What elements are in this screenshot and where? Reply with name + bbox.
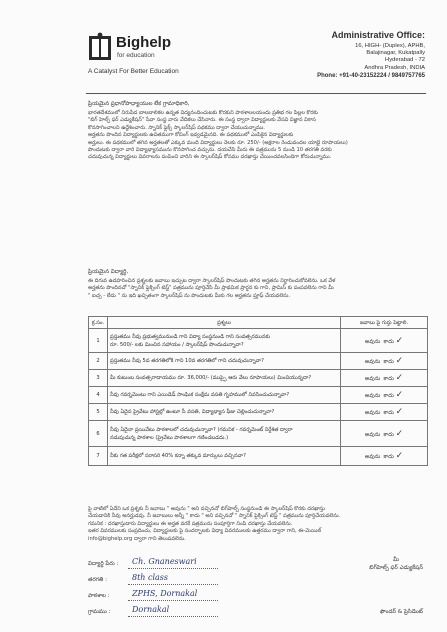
answer-no[interactable]: కాదు [383, 393, 394, 399]
question-line: నీవు ఏదైనా ప్రయివేటు పాఠశాలలో చదువుచున్నావా? (గమనిక - గవర్నమెంట్ నిర్దేశిత ద్వారా [110, 426, 293, 433]
intro-line: అర్హతను పొందిన విద్యార్థులకు ఉచితముగా కోచింగ్ ఇవ్వడమైనది. ఈ పథకములో ఎంపికైన విద్యార్థులకు [88, 132, 294, 139]
instruction-line: అర్హతను పొందినచో "స్నానిక్ ఫ్లెక్సింగ్ టెస్ట్" పత్రమును పూర్తిచేసి మీ ప్రాథమిక ప్రార్థన కు గాని, ప్రామిస్ కు పంపవలెను గాని మీ [88, 285, 334, 292]
answer-yes[interactable]: అవును [364, 338, 381, 345]
office-title: Administrative Office: [331, 30, 425, 40]
school-value: ZPHS, Dornakal [132, 589, 198, 598]
checkmark-icon: ✓ [395, 373, 404, 383]
question-line: నడుపుచున్న పాఠశాల (ప్రైవేటు పాఠశాలగా గణించబడదు.) [110, 434, 229, 441]
header-serial: క్ర.సం. [89, 317, 108, 329]
office-phone: Phone: +91-40-23152224 / 9849757765 [317, 72, 425, 79]
row-number: 7 [89, 447, 108, 466]
table-row [89, 387, 428, 404]
question-line: ప్రస్తుతము నీవు 5వ తరగతిలోకి గాని 10వ తరగతిలో గాని చదువుచున్నావా? [110, 358, 264, 364]
answer-cell [341, 353, 428, 370]
row-question [108, 447, 341, 466]
question-line: నీవు ఏదైన ప్రైవేటు హాస్టల్లో ఉంటూ సీ వసతి, విద్యాభ్యాస ఫీజు చెల్లించుచున్నావా? [110, 409, 275, 415]
salutation-student: ప్రియమైన విద్యార్థి, [88, 269, 129, 275]
question-line: ప్రస్తుతము నీవు ప్రభుత్వమునుండి గాని విద్యా సంస్థనుండి గాని సంవత్సరమునకు [110, 333, 271, 340]
answer-no[interactable]: కాదు [383, 454, 394, 460]
header-divider [86, 93, 426, 94]
answer-cell [341, 387, 428, 404]
intro-paragraph [88, 110, 426, 162]
answer-yes[interactable]: అవును [364, 431, 381, 438]
salutation-headmaster: ప్రియమైన ప్రధానోపాధ్యాయుల లేక గ్రామాధికారి, [88, 101, 190, 107]
table-row [89, 404, 428, 421]
answer-cell [341, 447, 428, 466]
footer-line: గమనిక : దరఖాస్తుదారు విద్యార్థులు ఈ అర్హత వరకే పత్రమును సంపూర్తిగా నింపి దరఖాస్తు చేయవలెను. [88, 520, 293, 527]
row-question [108, 353, 341, 370]
row-number: 2 [89, 353, 108, 370]
row-number: 5 [89, 404, 108, 421]
village-label: గ్రామము : [88, 609, 111, 615]
office-address [225, 30, 425, 80]
answer-yes[interactable]: అవును [364, 410, 381, 416]
checkmark-icon: ✓ [395, 451, 404, 461]
table-header-row [89, 317, 428, 329]
answer-no[interactable]: కాదు [383, 359, 394, 365]
office-line: Andhra Pradesh, INDIA [364, 64, 425, 71]
row-number: 6 [89, 421, 108, 447]
row-question [108, 370, 341, 387]
header-questions: ప్రశ్నలు [108, 317, 341, 329]
school-label: పాఠశాల : [88, 593, 110, 599]
row-number: 3 [89, 370, 108, 387]
checkmark-icon: ✓ [395, 356, 404, 366]
intro-line: కొనసాగించాలని ఉద్దేశించారు. స్నానిక్ ఫ్లెక్స్ స్కాలర్‌షిప్ పథకము ద్వారా చేయుచున్నాము. [88, 124, 265, 131]
intro-line: చదువుచున్న విద్యార్థులు వివరాలను పంపించి వారిని ఈ స్కాలర్‌షిప్ కోసము దరఖాస్తు చేయించవలసిందిగా కోరుచున్నాము. [88, 154, 332, 161]
footer-line: info@bighelp.org ద్వారా గాని తెలుపవలెను. [88, 535, 186, 542]
office-line: Hyderabad - 72 [385, 57, 425, 64]
answer-yes[interactable]: అవును [364, 376, 381, 382]
checkmark-icon: ✓ [395, 407, 404, 417]
tagline: A Catalyst For Better Education [88, 68, 179, 75]
checkmark-icon: ✓ [395, 335, 404, 346]
signature-line: మీ [393, 557, 400, 563]
table-row [89, 329, 428, 353]
eligibility-table [88, 316, 428, 466]
answer-no[interactable]: కాదు [383, 338, 394, 345]
table-row [89, 421, 428, 447]
answer-cell [341, 370, 428, 387]
signature-title: ఫౌండర్ & ప్రెసిడెంట్ [380, 609, 423, 615]
answer-no[interactable]: కాదు [383, 431, 394, 438]
checkmark-icon: ✓ [395, 428, 404, 439]
answer-cell [341, 329, 428, 353]
answer-cell [341, 421, 428, 447]
student-name-label: విద్యార్థి పేరు : [88, 561, 119, 567]
footer-paragraph [88, 506, 426, 543]
row-number: 1 [89, 329, 108, 353]
answer-yes[interactable]: అవును [364, 393, 381, 399]
row-question [108, 421, 341, 447]
table-row [89, 447, 428, 466]
question-line: రూ. 500/- లకు మించిన సహాయం / స్కాలర్‌షిప్ పొందుచున్నావా? [110, 341, 244, 348]
checkmark-icon: ✓ [395, 390, 404, 400]
brand-sub: for education [117, 52, 155, 59]
intro-line: పొందుటకు ద్వారా వారి విద్యాభ్యాసమును కొనసాగించ వచ్చును. దయచేసి మీరు ఈ పత్రమును 5 నుండి 10 తరగతి వరకు [88, 147, 332, 154]
class-label: తరగతి : [88, 577, 107, 583]
footer-line: పై వాటిలో ఏదేని ఒక ప్రశ్నకు నీ జవాబు " అవును " అని వచ్చినచో బిగ్‌హెల్ప్ సంస్థనుండి ఈ స్కాలర్‌షిప్ కొరకు దరఖాస్తు [88, 506, 325, 512]
village-value: Dornakal [132, 605, 170, 614]
class-value: 8th class [132, 573, 169, 582]
intro-line: "బిగ్ హెల్ప్ ఫర్ ఎడ్యుకేషన్" సేవా సంస్థ వారు వేదికలు చేసినారు. ఈ సంస్థ ద్వారా విద్యార్థులకు వేసవి విజ్ఞాన వికాస [88, 117, 316, 124]
signature-line: బిగ్‌హెల్ప్ ఫర్ ఎడ్యుకేషన్ [369, 565, 423, 571]
student-name-value: Ch. Gnaneswari [132, 557, 197, 566]
office-line: Balajinagar, Kukatpally [366, 50, 425, 57]
footer-line: ఇతర వివరములకు సంప్రదించు, విద్యార్థులకు పై సందర్భాలకు విధ్యా వివరములకు ఉత్తరము ద్వారా గాని, ఈ-మెయిల్ [88, 528, 322, 535]
table-row [89, 370, 428, 387]
intro-line: భారతదేశములో నిరుపేద బాలబాలికల ఉన్నత విద్యనందించుటకు కొరకుని పాఠశాలలయందు ప్రతిభ గల పిల్లల కొరకు [88, 110, 318, 116]
footer-line: చేయడానికి నీవు అనర్హుడవు. నీ జవాబులు అన్నీ " కాదు " అని వచ్చినచో " స్నానిక్ ఫ్లెక్సింగ్ టెస్ట్ " పత్రమును పూర్తిచేయవలెను. [88, 513, 341, 520]
answer-yes[interactable]: అవును [364, 454, 381, 460]
intro-line: అర్హులు. ఈ పథకములో తగిన అర్హతలతో ఎక్కువ మంది విద్యార్థులు నెలకు రూ. 250/- (అక్షరాల రెండువందల యాభై రూపాయలు) [88, 139, 348, 146]
book-logo-icon [88, 32, 112, 62]
answer-no[interactable]: కాదు [383, 376, 394, 382]
instruction-line: ఈ దిగువ ఉదహరించిన ప్రశ్నలకు జవాబు ఇచ్చుట ద్వారా స్కాలర్‌షిప్ పొందుటకు తగిన అర్హతను నిర్ధారించుకోవలెను. ఒక వేళ [88, 278, 336, 284]
instruction-paragraph [88, 278, 426, 300]
row-question [108, 329, 341, 353]
instruction-line: " ఐచ్చ - లేదు " ను ఇది ఖచ్చితంగా స్కాలర్‌షిప్ ను పొందుటకు మీకు గల అర్హతను ప్రూఫ్ చేయవలెను. [88, 292, 291, 299]
row-number: 4 [89, 387, 108, 404]
office-line: 16, HIGH- (Duplex), APHB, [355, 43, 425, 49]
question-line: మీ కుటుంబ సంవత్సరాదాయము రూ. 36,000/- (ముప్పై ఆరు వేలు రూపాయలు) మించియున్నదా? [110, 375, 312, 381]
row-question [108, 387, 341, 404]
table-row [89, 353, 428, 370]
row-question [108, 404, 341, 421]
answer-cell [341, 404, 428, 421]
header-answer: జవాబు పై గుర్తు పెట్టాలి. [341, 317, 428, 329]
question-line: నీకు గత పరీక్షలో సరాసరి 40% కన్నా తక్కువ మార్కులు వచ్చినవా? [110, 453, 246, 459]
brand-name: Bighelp [116, 34, 171, 51]
answer-no[interactable]: కాదు [383, 410, 394, 416]
question-line: నీవు గవర్నమెంటు గాని ఎయిడెడ్ సాంఘిక సంక్షేమ వసతి గృహములో నివసించుచున్నావా? [110, 392, 290, 398]
answer-yes[interactable]: అవును [364, 359, 381, 365]
signature-block [369, 556, 423, 572]
